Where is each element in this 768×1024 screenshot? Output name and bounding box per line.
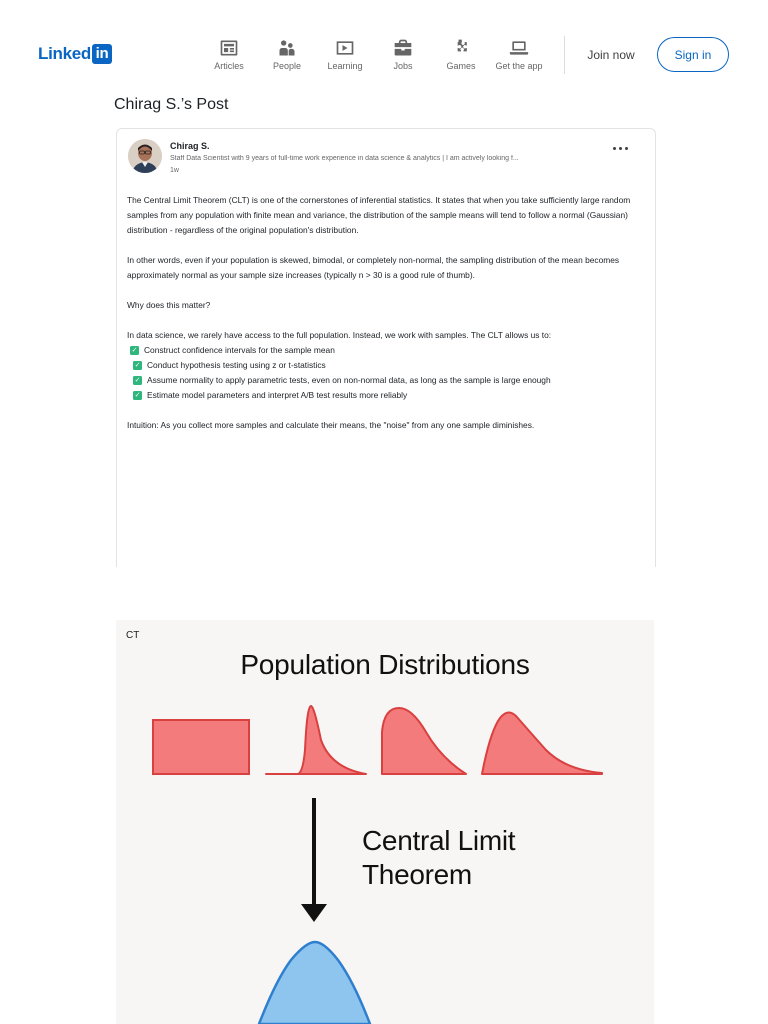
logo-wordmark: Linked xyxy=(38,44,91,63)
nav-label-get-the-app: Get the app xyxy=(495,61,543,71)
right-skewed-distribution-shape xyxy=(266,706,366,774)
nav-label-games: Games xyxy=(446,61,476,71)
figure-clt-label xyxy=(362,824,515,892)
checkmark-icon: ✓ xyxy=(134,392,141,399)
games-icon xyxy=(451,38,471,58)
laptop-icon xyxy=(509,38,529,58)
nav-item-articles[interactable] xyxy=(200,38,258,71)
post-paragraph: In data science, we rarely have access to the full population. Instead, we work with samples. The CLT allows us to: xyxy=(127,330,552,340)
uniform-distribution-shape xyxy=(153,720,249,774)
normal-distribution-shape xyxy=(259,942,370,1024)
figure-title: Population Distributions xyxy=(240,649,530,680)
join-now-button[interactable]: Join now xyxy=(587,48,635,62)
watermark-badge: CT xyxy=(126,630,140,641)
post-paragraph: Intuition: As you collect more samples and calculate their means, the "noise" from any one sample diminishes. xyxy=(127,420,535,430)
nav-item-learning[interactable] xyxy=(316,38,374,71)
post-body xyxy=(127,193,647,448)
top-navigation xyxy=(0,0,768,110)
nav-links xyxy=(200,38,548,71)
author-name[interactable]: Chirag S. xyxy=(170,141,210,151)
nav-item-get-the-app[interactable] xyxy=(490,38,548,71)
list-item xyxy=(127,388,647,403)
post-paragraph: Why does this matter? xyxy=(127,300,211,310)
list-item-text: Assume normality to apply parametric tests, even on non-normal data, as long as the sample is large enough xyxy=(147,375,551,385)
avatar[interactable] xyxy=(128,139,162,173)
jobs-icon xyxy=(393,38,413,58)
checkmark-icon: ✓ xyxy=(134,377,141,384)
nav-label-articles: Articles xyxy=(214,61,244,71)
list-item xyxy=(127,373,647,388)
post-card xyxy=(116,128,656,567)
figure-clt-line1: Central Limit xyxy=(362,825,516,856)
people-icon xyxy=(277,38,297,58)
list-item-text: Estimate model parameters and interpret A/B test results more reliably xyxy=(147,390,408,400)
post-paragraph: The Central Limit Theorem (CLT) is one of the cornerstones of inferential statistics. It states that when you take sufficiently large random samples from any population with finite mean and variance, the distribution of the sample means will tend to follow a normal (Gaussian) distribution - regardless of the original population's distribution. xyxy=(127,195,631,235)
checkmark-icon: ✓ xyxy=(134,362,141,369)
more-dot xyxy=(613,147,616,150)
nav-item-people[interactable] xyxy=(258,38,316,71)
author-headline: Staff Data Scientist with 9 years of full-time work experience in data science & analytics | I am actively looking f... xyxy=(170,155,519,162)
learning-icon xyxy=(335,38,355,58)
nav-item-games[interactable] xyxy=(432,38,490,71)
nav-label-jobs: Jobs xyxy=(393,61,413,71)
articles-icon xyxy=(219,38,239,58)
list-item xyxy=(127,358,647,373)
arrow-head xyxy=(301,904,327,922)
post-paragraph: In other words, even if your population is skewed, bimodal, or completely non-normal, the sampling distribution of the mean becomes approximately normal as your sample size increases (typically n > 30 is a good rule of thumb). xyxy=(127,255,620,280)
more-dot xyxy=(625,147,628,150)
long-tail-distribution-shape xyxy=(482,712,602,774)
avatar-photo xyxy=(128,139,162,173)
list-item-text: Conduct hypothesis testing using z or t-statistics xyxy=(147,360,326,370)
figure-clt-line2: Theorem xyxy=(362,859,472,890)
linkedin-logo[interactable] xyxy=(38,44,112,64)
sign-in-button[interactable]: Sign in xyxy=(657,37,729,72)
logo-in-mark: in xyxy=(92,44,112,64)
checkmark-icon: ✓ xyxy=(131,347,138,354)
more-options-button[interactable] xyxy=(611,143,633,155)
nav-label-people: People xyxy=(272,61,302,71)
page-title: Chirag S.’s Post xyxy=(114,96,229,113)
post-timestamp: 1w xyxy=(170,167,179,174)
post-image[interactable] xyxy=(116,620,654,1024)
more-dot xyxy=(619,147,622,150)
list-item xyxy=(127,343,647,358)
nav-label-learning: Learning xyxy=(327,61,363,71)
list-item-text: Construct confidence intervals for the sample mean xyxy=(144,345,335,355)
nav-divider xyxy=(564,36,565,74)
nav-item-jobs[interactable] xyxy=(374,38,432,71)
skewed-distribution-shape xyxy=(382,708,466,774)
